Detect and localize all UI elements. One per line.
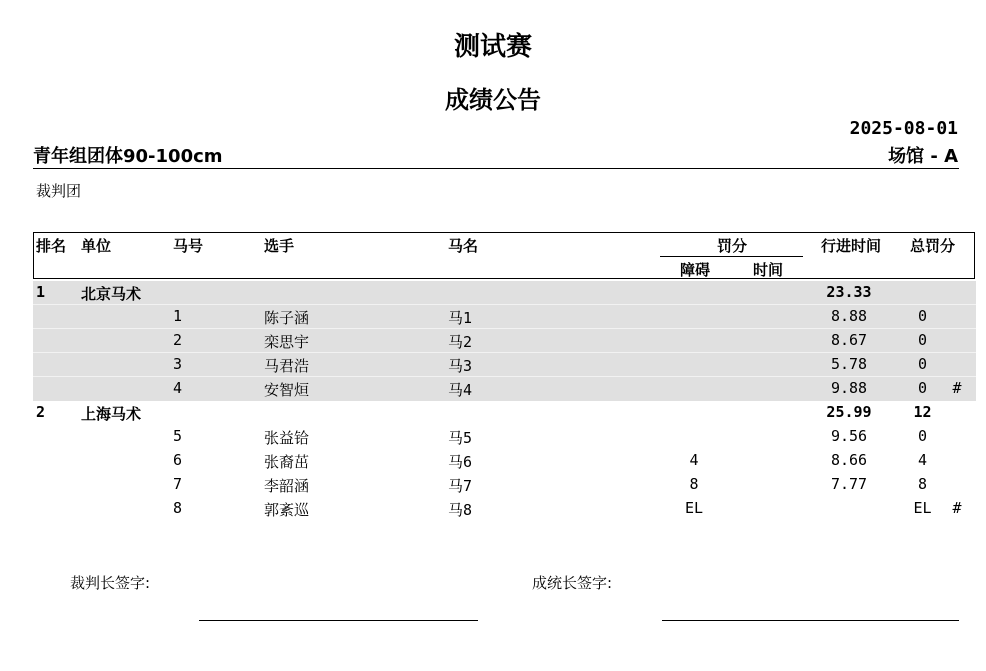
team-row (33, 281, 976, 305)
team-unit: 北京马术 (81, 285, 142, 303)
table-row (33, 449, 976, 473)
jury-label: 裁判团 (36, 182, 82, 200)
ride-time: 7.77 (830, 475, 868, 493)
table-row (33, 329, 976, 353)
horse-name: 马7 (448, 477, 473, 495)
chief-judge-signature-label: 裁判长签字: (70, 574, 151, 592)
horse-name: 马5 (448, 429, 473, 447)
chief-scorer-signature-line (662, 620, 959, 621)
col-time-penalty: 时间 (753, 261, 784, 279)
drop-flag: # (952, 499, 962, 517)
horse-name: 马8 (448, 501, 473, 519)
obstacle-penalty: 8 (689, 475, 699, 493)
team-time: 25.99 (826, 403, 872, 421)
col-time: 行进时间 (821, 237, 882, 255)
team-rank: 2 (36, 403, 46, 421)
horse-number: 5 (173, 427, 183, 445)
rider-name: 郭紊巡 (264, 501, 310, 519)
team-unit: 上海马术 (81, 405, 142, 423)
rider-name: 安智烜 (264, 381, 310, 399)
total-penalty: 0 (917, 379, 928, 397)
table-row (33, 425, 976, 449)
horse-number: 4 (173, 379, 183, 397)
horse-name: 马2 (448, 333, 473, 351)
col-unit: 单位 (81, 237, 112, 255)
ride-time: 9.56 (830, 427, 868, 445)
ride-time: 8.66 (830, 451, 868, 469)
ride-time: 8.67 (830, 331, 868, 349)
category-name (33, 142, 223, 168)
chief-judge-signature-line (199, 620, 478, 621)
event-date: 2025-08-01 (849, 118, 958, 139)
category-label: 青年组团体90-100cm (33, 146, 223, 167)
chief-scorer-signature-label: 成统长签字: (532, 574, 613, 592)
rider-name: 栾思宇 (264, 333, 310, 351)
table-row (33, 377, 976, 401)
col-horse-no: 马号 (173, 237, 204, 255)
rider-name: 马君浩 (264, 357, 310, 375)
results-body (33, 281, 976, 521)
table-header (33, 232, 975, 279)
total-penalty: 0 (917, 355, 928, 373)
total-penalty: 4 (917, 451, 928, 469)
total-penalty: 8 (917, 475, 928, 493)
horse-name: 马4 (448, 381, 473, 399)
venue-name: 场馆 - A (888, 146, 958, 167)
rider-name: 张益铪 (264, 429, 310, 447)
header-divider (33, 168, 959, 169)
penalties-divider (660, 256, 803, 257)
rider-name: 李韶涵 (264, 477, 310, 495)
horse-name: 马3 (448, 357, 473, 375)
col-penalties: 罚分 (717, 237, 748, 255)
horse-name: 马6 (448, 453, 473, 471)
horse-number: 8 (173, 499, 183, 517)
horse-name: 马1 (448, 309, 473, 327)
horse-number: 1 (173, 307, 183, 325)
obstacle-penalty: EL (684, 499, 704, 517)
col-rider: 选手 (264, 237, 295, 255)
col-rank: 排名 (36, 237, 67, 255)
total-penalty: EL (913, 499, 932, 517)
horse-number: 6 (173, 451, 183, 469)
ride-time: 5.78 (830, 355, 868, 373)
team-total: 12 (913, 403, 932, 421)
drop-flag: # (952, 379, 962, 397)
rider-name: 张裔茁 (264, 453, 310, 471)
table-row (33, 305, 976, 329)
col-total: 总罚分 (910, 237, 956, 255)
ride-time: 9.88 (830, 379, 868, 397)
table-row (33, 497, 976, 521)
total-penalty: 0 (917, 427, 928, 445)
horse-number: 7 (173, 475, 183, 493)
table-row (33, 353, 976, 377)
ride-time: 8.88 (830, 307, 868, 325)
total-penalty: 0 (917, 331, 928, 349)
table-row (33, 473, 976, 497)
team-time: 23.33 (826, 283, 872, 301)
total-penalty: 0 (917, 307, 928, 325)
competition-title: 测试赛 (453, 32, 532, 62)
results-subtitle: 成绩公告 (445, 86, 541, 114)
horse-number: 3 (173, 355, 183, 373)
col-horse: 马名 (448, 237, 479, 255)
team-rank: 1 (36, 283, 46, 301)
obstacle-penalty: 4 (689, 451, 699, 469)
col-obstacle: 障碍 (680, 261, 711, 279)
rider-name: 陈子涵 (264, 309, 310, 327)
horse-number: 2 (173, 331, 183, 349)
team-row (33, 401, 976, 425)
